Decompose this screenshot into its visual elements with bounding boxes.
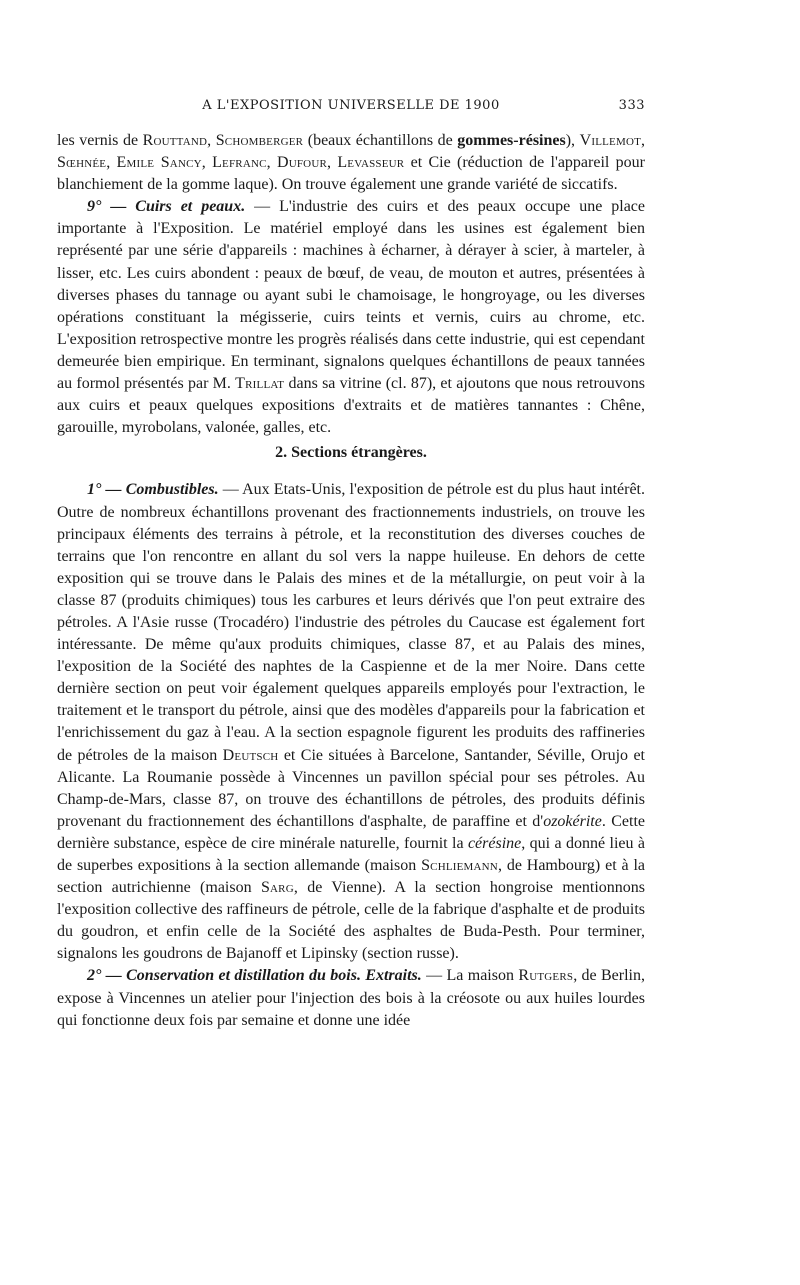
person-name: Dufour bbox=[276, 154, 328, 172]
running-title: A L'EXPOSITION UNIVERSELLE DE 1900 bbox=[202, 98, 500, 113]
subsection-label: 1° — Combustibles. bbox=[87, 481, 219, 499]
person-name: Deutsch bbox=[222, 746, 279, 764]
person-name: Levasseur bbox=[337, 154, 405, 172]
paragraph-vernis: les vernis de Routtand, Schomberger (beaux échantillons de gommes-résines), Villemot, Sœhnée, Emile Sancy, Lefranc, Dufour, Levasseur et Cie (réduction de l'appareil pour blanchiement de la gomme laque). On trouve également une grande variété de siccatifs. bbox=[57, 132, 646, 194]
person-name: Sœhnée bbox=[57, 154, 107, 172]
page-body bbox=[57, 130, 645, 1032]
person-name: Routtand bbox=[142, 132, 208, 149]
section-heading: 2. Sections étrangères. bbox=[275, 444, 427, 462]
person-name: Villemot bbox=[579, 132, 642, 149]
italic-term: ozokérite bbox=[543, 812, 602, 830]
person-name: Sarg bbox=[260, 879, 294, 897]
paragraph-combustibles: 1° — Combustibles. — Aux Etats-Unis, l'exposition de pétrole est du plus haut intérêt. Outre de nombreux échantillons provenant des fractionnements industriels, on trouve les principaux éléments des terrains à pétrole, et la reconstitution des diverses couches de terrains que l'on rencontre en allant du sol vers la nappe huileuse. En dehors de cette exposition qui se trouve dans le Palais des mines et de la métallurgie, on peut voir à la classe 87 (produits chimiques) tous les carbures et leurs dérivés que l'on peut extraire des pétroles. A l'Asie russe (Trocadéro) l'industrie des pétroles du Caucase est également fort intéressante. De même qu'aux produits chimiques, classe 87, et au Palais des mines, l'exposition de la Société des naphtes de la Caspienne et de la mer Noire. Dans cette dernière section on peut voir également quelques appareils employés pour l'extraction, le traitement et le transport du pétrole, ainsi que des modèles d'appareils pour la fabrication et l'enrichissement du gaz à l'eau. A la section espagnole figurent les produits des raffineries de pétroles de la maison Deutsch et Cie situées à Barcelone, Santander, Séville, Orujo et Alicante. La Roumanie possède à Vincennes un pavillon spécial pour ses pétroles. Au Champ-de-Mars, classe 87, on trouve des échantillons de pétroles, des produits définis provenant du fractionnement des échantillons d'asphalte, de paraffine et d'ozokérite. Cette dernière substance, espèce de cire minérale naturelle, fournit la cérésine, qui a donné lieu à de superbes expositions à la section allemande (maison Schliemann, de Hambourg) et à la section autrichienne (maison Sarg, de Vienne). A la section hongroise mentionnons l'exposition collective des raffineurs de pétrole, celle de la fabrique d'asphalte et de produits du goudron, et enfin celle de la Société des asphaltes de Buda-Pesth. Pour terminer, signalons les goudrons de Bajanoff et Lipinsky (section russe). bbox=[57, 481, 646, 963]
paragraph-conservation: 2° — Conservation et distillation du bois. Extraits. — La maison Rutgers, de Berlin, expose à Vincennes un atelier pour l'injection des bois à la créosote ou aux huiles lourdes qui fonctionne deux fois par semaine et donne une idée bbox=[57, 967, 646, 1029]
paragraph-cuirs: 9° — Cuirs et peaux. — L'industrie des cuirs et des peaux occupe une place importante à l'Exposition. Le matériel employé dans les usines est également bien représenté par une série d'appareils : machines à écharner, à dérayer à scier, à marteler, à lisser, etc. Les cuirs abondent : peaux de bœuf, de veau, de mouton et autres, présentées à diverses phases du tannage ou ayant subi le chamoisage, le hongroyage, ou les diverses opérations constituant la mégisserie, cuirs teints et vernis, cuirs au chrome, etc. L'exposition retrospective montre les progrès réalisés dans cette industrie, qui est cependant demeurée bien empirique. En terminant, signalons quelques échantillons de peaux tannées au formol présentés par M. Trillat dans sa vitrine (cl. 87), et ajoutons que nous retrouvons aux cuirs et peaux quelques expositions d'extraits et de matières tannantes : Chêne, garouille, myrobolans, valonée, galles, etc. bbox=[57, 198, 646, 437]
person-name: Lefranc bbox=[212, 154, 267, 172]
running-header bbox=[57, 98, 645, 120]
bold-term: gommes-résines bbox=[457, 132, 566, 149]
page-number: 333 bbox=[618, 98, 645, 113]
person-name: Schomberger bbox=[215, 132, 304, 149]
person-name: Emile Sancy bbox=[116, 154, 202, 172]
subsection-label: 9° — Cuirs et peaux. bbox=[87, 198, 246, 216]
subsection-label: 2° — Conservation et distillation du bois. Extraits. bbox=[87, 967, 422, 985]
person-name: Rutgers bbox=[518, 967, 574, 985]
person-name: Schliemann bbox=[421, 857, 498, 874]
italic-term: cérésine bbox=[467, 834, 522, 852]
person-name: Trillat bbox=[235, 375, 285, 393]
